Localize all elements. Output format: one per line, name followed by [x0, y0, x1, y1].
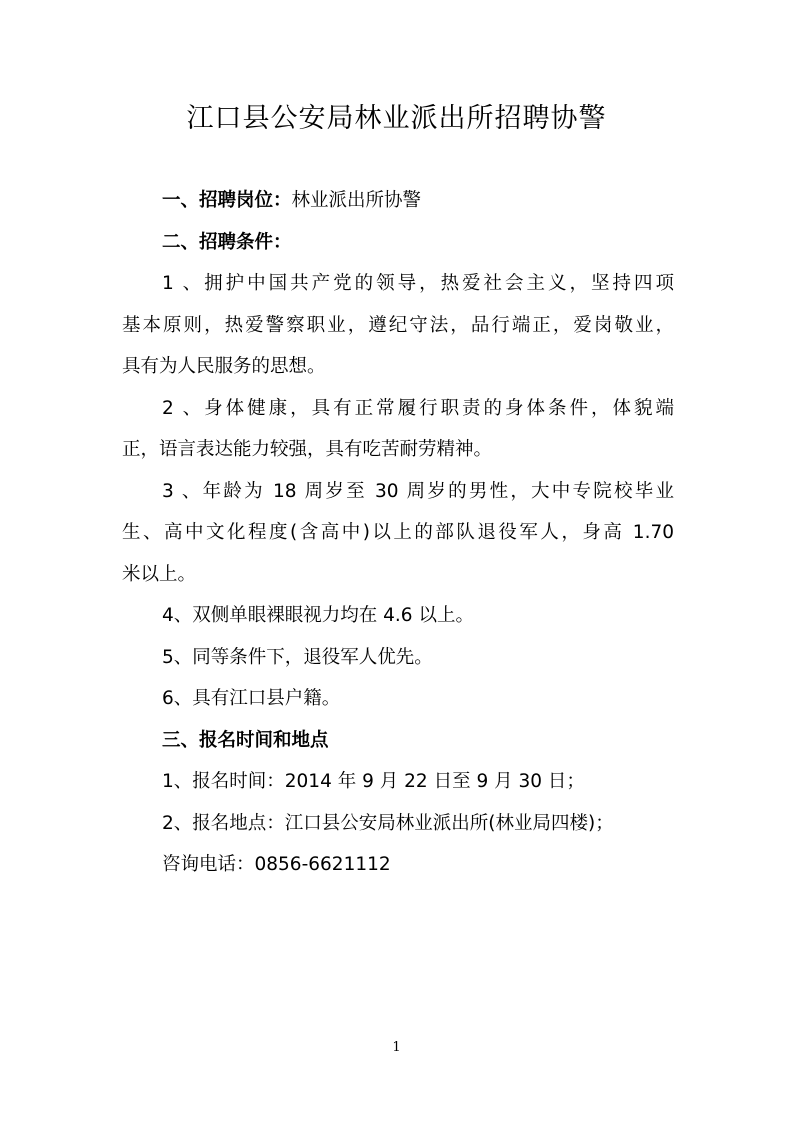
condition-3-line-3: 米以上。	[122, 564, 197, 585]
condition-6: 6、具有江口县户籍。	[162, 688, 341, 709]
condition-1-line-1: 1 、拥护中国共产党的领导，热爱社会主义，坚持四项	[162, 273, 674, 294]
condition-5: 5、同等条件下，退役军人优先。	[162, 647, 433, 668]
condition-2-line-1: 2 、身体健康，具有正常履行职责的身体条件，体貌端	[162, 398, 674, 419]
condition-4: 4、双侧单眼裸眼视力均在 4.6 以上。	[162, 605, 474, 626]
page-number: 1	[392, 1040, 401, 1055]
contact-phone: 咨询电话：0856-6621112	[162, 854, 391, 875]
section-3-label: 三、报名时间和地点	[162, 730, 329, 751]
section-1-label: 一、招聘岗位：	[162, 190, 292, 211]
condition-3-line-1: 3 、年龄为 18 周岁至 30 周岁的男性，大中专院校毕业	[162, 481, 674, 502]
section-2-label: 二、招聘条件：	[162, 232, 292, 253]
page-title: 江口县公安局林业派出所招聘协警	[186, 103, 607, 134]
condition-2-line-2: 正，语言表达能力较强，具有吃苦耐劳精神。	[122, 439, 493, 460]
condition-1-line-2: 基本原则，热爱警察职业，遵纪守法，品行端正，爱岗敬业，	[122, 315, 674, 336]
condition-3-line-2: 生、高中文化程度(含高中)以上的部队退役军人，身高 1.70	[122, 522, 674, 543]
section-1-value: 林业派出所协警	[291, 190, 422, 211]
section-1-recruit-position	[162, 187, 421, 215]
registration-location: 2、报名地点：江口县公安局林业派出所(林业局四楼)；	[162, 813, 614, 834]
condition-1-line-3: 具有为人民服务的思想。	[122, 356, 326, 377]
registration-time: 1、报名时间：2014 年 9 月 22 日至 9 月 30 日；	[162, 771, 585, 792]
